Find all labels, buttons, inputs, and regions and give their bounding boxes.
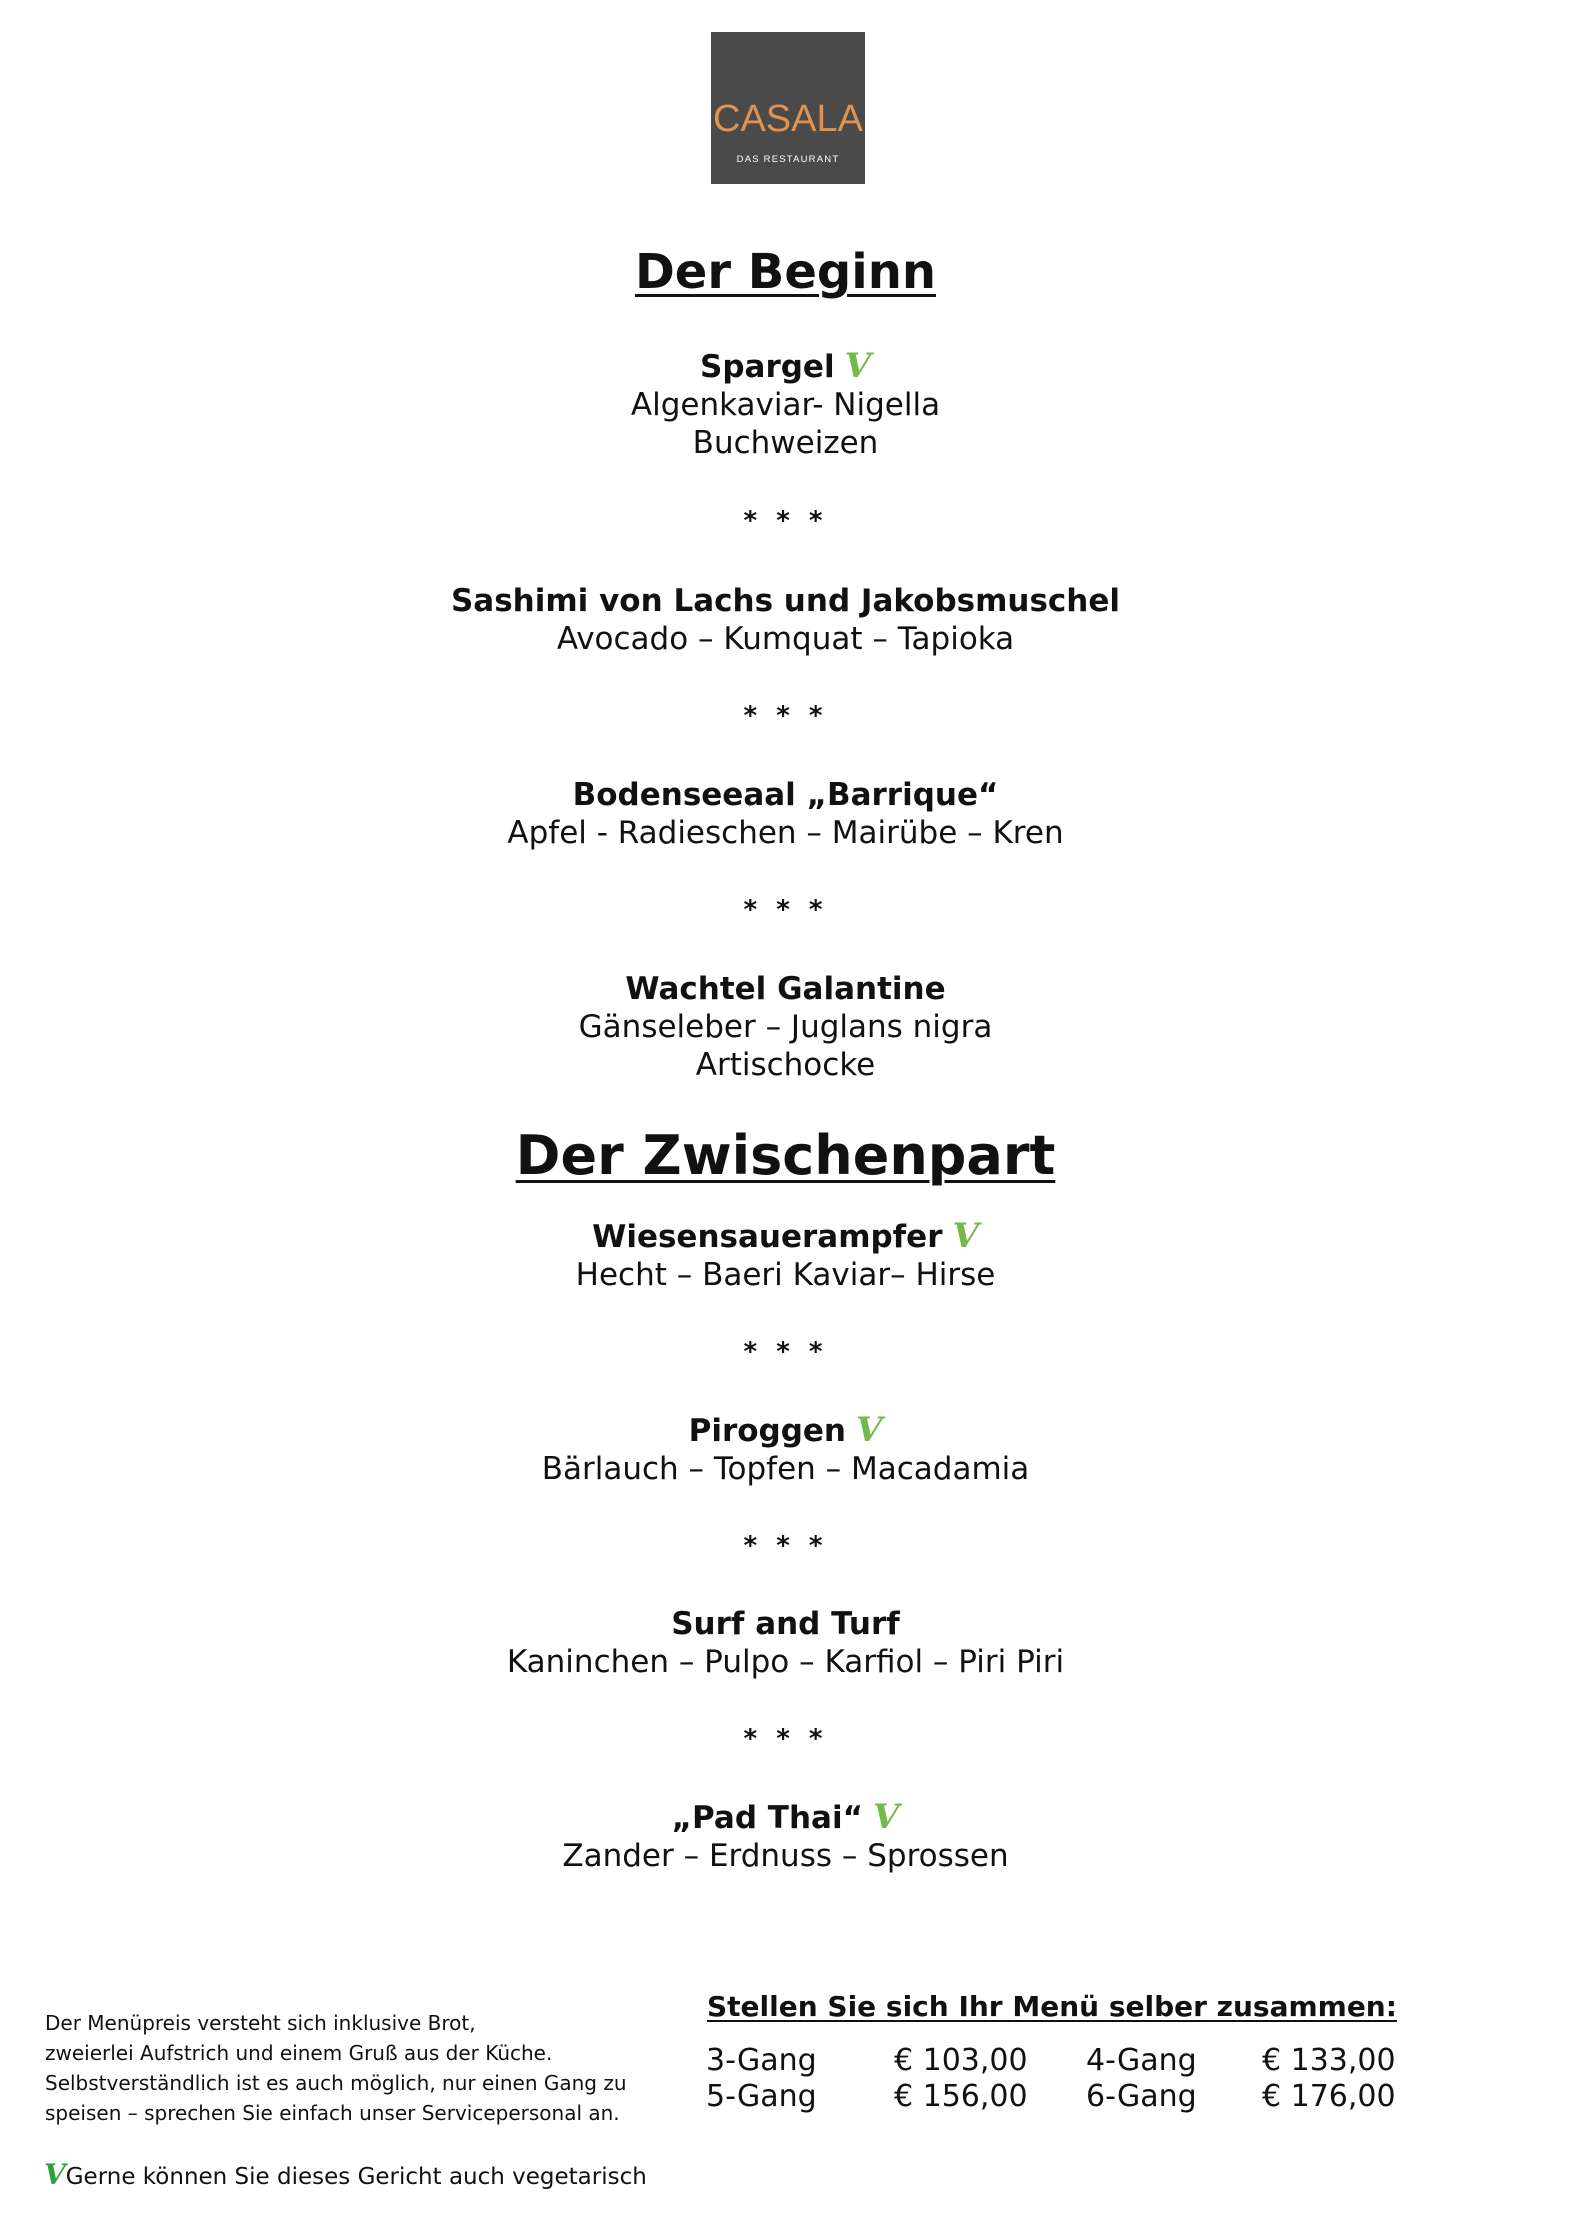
section-title-beginn: Der Beginn <box>634 244 937 300</box>
separator: * * * <box>743 1724 828 1754</box>
dish-bodenseeaal <box>0 776 1571 852</box>
course-price: € 176,00 <box>1262 2079 1396 2114</box>
vegetarian-icon: V <box>856 1410 883 1450</box>
dish-description: Avocado – Kumquat – Tapioka <box>556 621 1015 657</box>
dish-description: Bärlauch – Topfen – Macadamia <box>541 1451 1030 1487</box>
vegetarian-note <box>44 2158 647 2191</box>
price-footnote <box>45 2008 685 2128</box>
course-price: € 133,00 <box>1262 2043 1396 2078</box>
dish-name: Wiesensauerampfer <box>592 1219 943 1255</box>
footnote-line: Selbstverständlich ist es auch möglich, nur einen Gang zu <box>45 2071 627 2095</box>
vegetarian-icon: V <box>44 2158 66 2191</box>
dish-name: Spargel <box>700 349 835 385</box>
dish-description: Algenkaviar- Nigella <box>630 387 941 423</box>
dish-name: Sashimi von Lachs und Jakobsmuschel <box>450 583 1121 619</box>
course-count: 3-Gang <box>706 2043 817 2078</box>
vegetarian-note-text: Gerne können Sie dieses Gericht auch vegetarisch <box>65 2164 647 2190</box>
dish-sashimi <box>0 582 1571 658</box>
dish-description: Gänseleber – Juglans nigra <box>578 1009 993 1045</box>
separator: * * * <box>743 1337 828 1367</box>
separator: * * * <box>743 506 828 536</box>
dish-wiesensauerampfer <box>0 1218 1571 1294</box>
footnote-line: speisen – sprechen Sie einfach unser Servicepersonal an. <box>45 2101 620 2125</box>
footnote-line: zweierlei Aufstrich und einem Gruß aus der Küche. <box>45 2041 553 2065</box>
restaurant-logo <box>711 32 865 184</box>
menu-builder-title: Stellen Sie sich Ihr Menü selber zusammen: <box>707 1990 1397 2023</box>
course-count: 4-Gang <box>1086 2043 1197 2078</box>
course-price: € 103,00 <box>894 2043 1028 2078</box>
dish-name: Piroggen <box>688 1413 847 1449</box>
dish-wachtel <box>0 970 1571 1084</box>
vegetarian-icon: V <box>872 1797 900 1837</box>
section-title-zwischenpart: Der Zwischenpart <box>515 1124 1056 1187</box>
dish-name: „Pad Thai“ <box>671 1800 863 1836</box>
footnote-line: Der Menüpreis versteht sich inklusive Brot, <box>45 2011 476 2035</box>
dish-surf-and-turf <box>0 1605 1571 1681</box>
separator: * * * <box>743 895 828 925</box>
course-price: € 156,00 <box>894 2079 1028 2114</box>
dish-name: Bodenseeaal „Barrique“ <box>572 777 999 813</box>
dish-name: Wachtel Galantine <box>625 971 946 1007</box>
separator: * * * <box>743 701 828 731</box>
course-count: 6-Gang <box>1086 2079 1197 2114</box>
logo-subtitle: DAS RESTAURANT <box>736 154 840 165</box>
vegetarian-icon: V <box>844 346 871 386</box>
separator: * * * <box>743 1531 828 1561</box>
vegetarian-icon: V <box>952 1216 979 1256</box>
dish-description: Hecht – Baeri Kaviar– Hirse <box>575 1257 996 1293</box>
dish-name: Surf and Turf <box>671 1606 900 1642</box>
course-count: 5-Gang <box>706 2079 817 2114</box>
logo-name: CASALA <box>713 98 863 140</box>
dish-piroggen <box>0 1412 1571 1488</box>
dish-description: Buchweizen <box>692 425 879 461</box>
dish-spargel <box>0 348 1571 462</box>
dish-pad-thai <box>0 1799 1571 1875</box>
dish-description: Kaninchen – Pulpo – Karfiol – Piri Piri <box>506 1644 1065 1680</box>
dish-description: Zander – Erdnuss – Sprossen <box>562 1838 1009 1874</box>
dish-description: Apfel - Radieschen – Mairübe – Kren <box>507 815 1064 851</box>
dish-description: Artischocke <box>695 1047 876 1083</box>
